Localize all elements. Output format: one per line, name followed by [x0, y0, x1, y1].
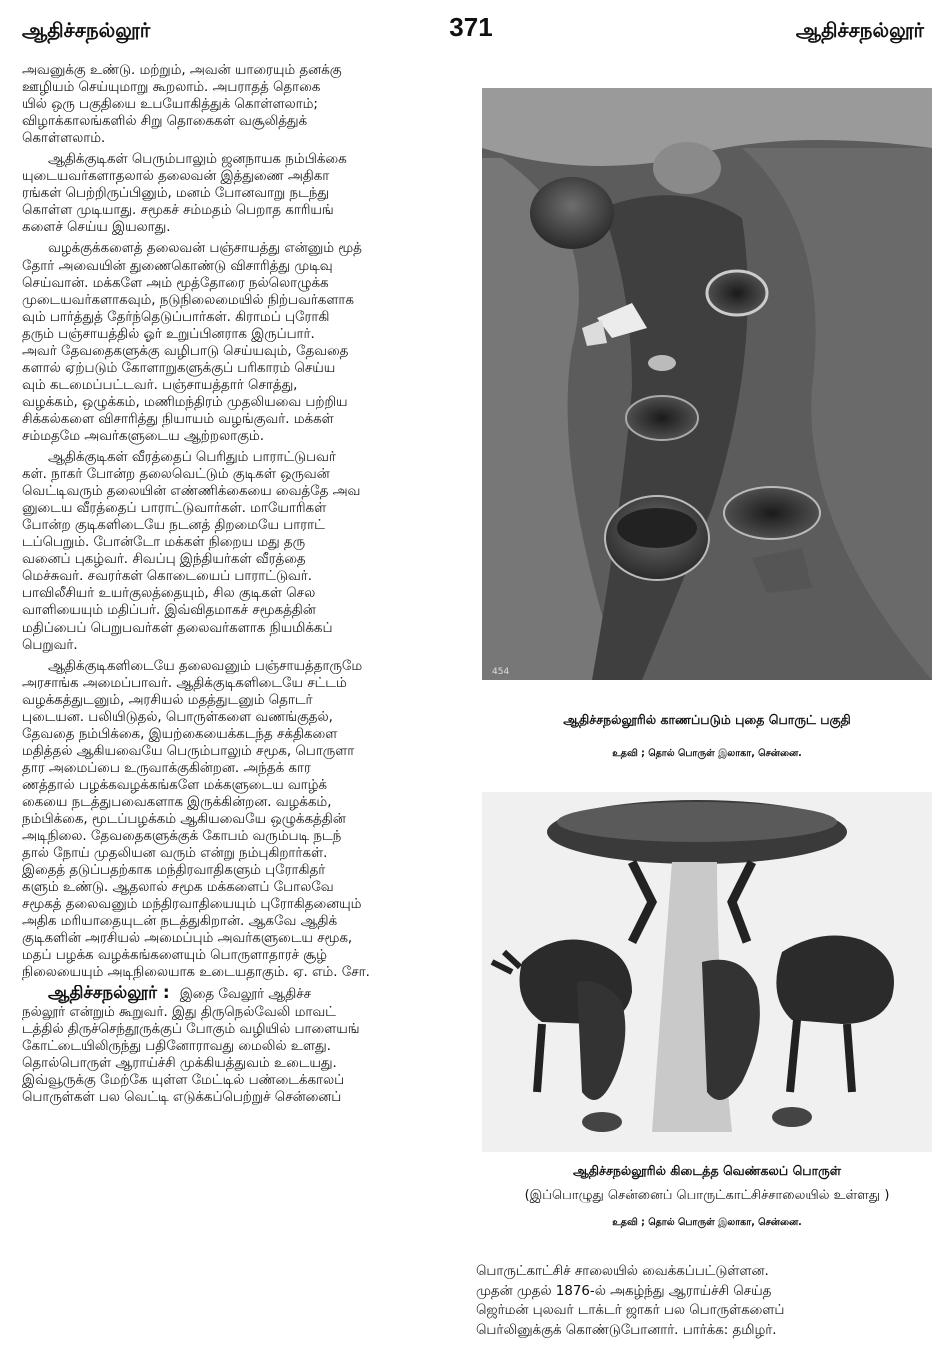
text-line: குடிகளின் அரசியல் அமைப்பும் அவர்களுடைய சமூக, — [22, 931, 353, 947]
running-head-right: ஆதிச்சநல்லூர் — [795, 18, 924, 42]
text-line: நல்லூர் என்றும் கூறுவர். இது திருநெல்வேலி மாவட் — [22, 1004, 336, 1020]
text-line: விழாக்காலங்களில் சிறு தொகைகள் வசூலித்துக் — [22, 114, 308, 130]
text-line: வழக்கம், ஒழுக்கம், மணிமந்திரம் முதலியவை பற்றிய — [22, 394, 348, 410]
text-line: ஆதிக்குடிகள் வீரத்தைப் பெரிதும் பாராட்டுபவர் — [48, 450, 336, 466]
text-line: பொருள்கள் பல வெட்டி எடுக்கப்பெற்றுச் சென்னைப் — [22, 1089, 342, 1105]
text-line: யில் ஒரு பகுதியை உபயோகித்துக் கொள்ளலாம்; — [22, 97, 318, 113]
text-line: ஆதிக்குடிகள் பெரும்பாலும் ஜனநாயக நம்பிக்கை — [48, 152, 347, 168]
text-line: ஆதிக்குடிகளிடையே தலைவனும் பஞ்சாயத்தாருமே — [48, 658, 363, 674]
text-line: டப்பெறும். போன்டோ மக்கள் நிறைய மது தரு — [22, 535, 305, 551]
text-line: பொருட்காட்சிச் சாலையில் வைக்கப்பட்டுள்ளன. — [476, 1264, 769, 1279]
text-line: கள். நாகர் போன்ற தலைவெட்டும் குடிகள் ஒருவன் — [22, 467, 330, 483]
text-line: முதன் முதல் 1876-ல் அகழ்ந்து ஆராய்ச்சி செய்த — [476, 1283, 772, 1299]
text-line: பெறுவர். — [22, 637, 78, 653]
text-line: பாவிலீசியர் உயர்குலத்தையும், சில குடிகள் செல — [22, 586, 316, 602]
text-line: களும் உண்டு. ஆதலால் சமூக மக்களைப் போலவே — [22, 880, 334, 896]
text-line: கோட்டையிலிருந்து பதினோராவது மைலில் உளது. — [22, 1038, 331, 1054]
text-line: இதைத் தடுப்பதற்காக மந்திரவாதிகளும் புரோகிதர் — [22, 863, 326, 879]
text-line: வழக்கத்துடனும், அரசியல் மதத்துடனும் தொடர் — [22, 692, 313, 708]
text-line: பெர்லினுக்குக் கொண்டுபோனார். பார்க்க: தமிழர். — [476, 1322, 777, 1338]
excavation-photo — [482, 88, 932, 680]
text-line: மெச்சுவர். சவரர்கள் கொடையைப் பாராட்டுவர். — [22, 569, 312, 585]
text-line: வனைப் புகழ்வர். சிவப்பு இந்தியர்கள் வீரத்தை — [22, 552, 306, 568]
left-text-column — [22, 62, 464, 1110]
running-head-left: ஆதிச்சநல்லூர் — [22, 18, 151, 42]
text-line: செய்வான். மக்களே அம் மூத்தோரை நல்லொழுக்க — [22, 275, 329, 291]
entry-headword: ஆதிச்சநல்லூர் : — [48, 985, 170, 1004]
text-line: கொள்ள முடியாது. சமூகச் சம்மதம் பெறாத காரியங் — [22, 203, 334, 219]
text-line: ஊழியம் செய்யுமாறு கூறலாம். அபராதத் தொகை — [22, 80, 321, 96]
text-line: களால் ஏற்படும் கோளாறுகளுக்குப் பரிகாரம் செய்ய — [22, 360, 336, 376]
text-line: தோர் அவையின் துணைகொண்டு விசாரித்து முடிவு — [22, 258, 333, 274]
text-line: போன்ற குடிகளிடையே நடனத் திறமையே பாராட் — [22, 518, 325, 534]
text-line: தரும் பஞ்சாயத்தில் ஓர் உறுப்பினராக இருப்பார். — [22, 326, 315, 342]
bronze-animal-figure — [776, 936, 894, 1024]
body-paragraph — [22, 449, 464, 654]
text-line: சம்மதமே அவர்களுடைய ஆற்றலாகும். — [22, 428, 264, 444]
page-number: 371 — [449, 12, 493, 42]
text-line: அரசாங்க அமைப்பாவர். ஆதிக்குடிகளிடையே சட்டம் — [22, 675, 347, 691]
figure2-caption: ஆதிச்சநல்லூரில் கிடைத்த வெண்கலப் பொருள் — [572, 1163, 841, 1178]
buried-pot — [530, 177, 614, 249]
text-line: ஜெர்மன் புலவர் டாக்டர் ஜாகர் பல பொருள்களைப் — [476, 1303, 785, 1318]
body-paragraph — [22, 658, 464, 982]
text-line: வாளியையும் மதிப்பர். இவ்விதமாகச் சமூகத்தின் — [22, 603, 316, 619]
page-header — [0, 10, 942, 50]
text-line: அதிக மரியாதையுடன் நடத்துகிறான். ஆகவே ஆதிக் — [22, 914, 338, 930]
text-line: வெட்டிவரும் தலையின் எண்ணிக்கையை வைத்தே அவ — [22, 484, 361, 500]
text-line: நிலையையும் அடிநிலையாக உடையதாகும். ஏ. எம். சோ. — [22, 965, 370, 981]
text-line: கையை நடத்துபவைகளாக இருக்கின்றன. வழக்கம், — [22, 794, 332, 810]
text-line: சிக்கல்களை விசாரித்து நியாயம் வழங்குவர். மக்கள் — [22, 411, 334, 427]
text-line: களைச் செய்ய இயலாது. — [22, 220, 171, 236]
text-line: யுடையவர்களாதலால் தலைவன் இத்துணை அதிகா — [22, 169, 330, 185]
body-paragraph — [22, 151, 464, 236]
bronze-object-drawing — [482, 792, 932, 1152]
text-line: வும் பார்த்துத் தேர்ந்தெடுப்பார்கள். கிராமப் புரோகி — [22, 309, 330, 325]
buried-pot — [707, 271, 767, 315]
text-line: மதித்தல் ஆகியவையே பெரும்பாலும் சமூக, பொருளா — [22, 743, 355, 759]
body-paragraph — [476, 1262, 924, 1340]
text-line: தொல்பொருள் ஆராய்ச்சி முக்கியத்துவம் உடையது. — [22, 1055, 337, 1071]
photo-mark: 454 — [492, 667, 510, 677]
text-line: சமூகத் தலைவனும் மந்திரவாதியையும் புரோகிதனையும் — [22, 897, 362, 913]
text-line: இவ்வூருக்கு மேற்கே யுள்ள மேட்டில் பண்டைக்காலப் — [22, 1072, 345, 1088]
buried-pot — [653, 142, 721, 194]
text-line: முடையவர்களாகவும், நடுநிலைமையில் நிற்பவர்களாக — [22, 292, 354, 308]
entry-first-line-text: இதை வேலூர் ஆதிச்ச — [179, 987, 312, 1003]
text-line: தால் நோய் முதலியன வரும் என்று நம்புகிறார்கள். — [22, 846, 328, 862]
figure1-caption: ஆதிச்சநல்லூரில் காணப்படும் புதை பொருட் பகுதி — [563, 712, 851, 727]
text-line: அடிநிலை. தேவதைகளுக்குக் கோபம் வரும்படி நடந் — [22, 829, 342, 845]
text-line: ரங்கள் பெற்றிருப்பினும், மனம் போனவாறு நடந்து — [22, 186, 329, 202]
entry-first-line — [22, 985, 464, 1003]
text-line: ணத்தால் பழக்கவழக்கங்களே மக்களுடைய வாழ்க் — [22, 777, 327, 793]
figure2-subcaption: (இப்பொழுது சென்னைப் பொருட்காட்சிச்சாலையில் உள்ளது ) — [524, 1188, 890, 1203]
body-paragraph — [22, 240, 464, 445]
broken-urn — [724, 487, 820, 539]
entry-paragraph — [22, 985, 464, 1105]
text-line: தார அமைப்பை உருவாக்குகின்றன. அந்தக் கார — [22, 760, 311, 776]
right-text-continuation — [476, 1262, 924, 1344]
text-line: தேவதை நம்பிக்கை, இயற்கையைக்கடந்த சக்திகளை — [22, 726, 338, 742]
body-paragraph — [22, 62, 464, 147]
figure2-credit: உதவி ; தொல் பொருள் இலாகா, சென்னை. — [612, 1217, 802, 1228]
text-line: அவனுக்கு உண்டு. மற்றும், அவன் யாரையும் தனக்கு — [22, 63, 342, 78]
text-line: புடையன. பலியிடுதல், பொருள்களை வணங்குதல், — [22, 709, 333, 725]
bronze-object-photo — [482, 792, 932, 1152]
buried-pot — [626, 396, 698, 440]
text-line: னுடைய வீரத்தைப் பாராட்டுவார்கள். மாயோரிகள் — [22, 501, 327, 517]
text-line: மதப் பழக்க வழக்கங்களையும் பொருளாதாரச் சூழ் — [22, 948, 327, 964]
text-line: நம்பிக்கை, மூடப்பழக்கம் ஆகியவையே ஒழுக்கத்தின் — [22, 812, 346, 828]
text-line: வழக்குக்களைத் தலைவன் பஞ்சாயத்து என்னும் மூத் — [48, 241, 362, 257]
text-line: மதிப்பைப் பெறுபவர்கள் தலைவர்களாக நியமிக்கப் — [22, 620, 333, 636]
text-line: அவர் தேவதைகளுக்கு வழிபாடு செய்யவும், தேவதை — [22, 343, 349, 359]
excavation-photo-drawing — [482, 88, 932, 680]
text-line: கொள்ளலாம். — [22, 131, 106, 147]
text-line: வும் கடமைப்பட்டவர். பஞ்சாயத்தார் சொத்து, — [22, 377, 298, 393]
text-line: டத்தில் திருச்செந்தூருக்குப் போகும் வழியில் பாளையங் — [22, 1021, 360, 1037]
figure1-credit: உதவி ; தொல் பொருள் இலாகா, சென்னை. — [612, 748, 802, 759]
